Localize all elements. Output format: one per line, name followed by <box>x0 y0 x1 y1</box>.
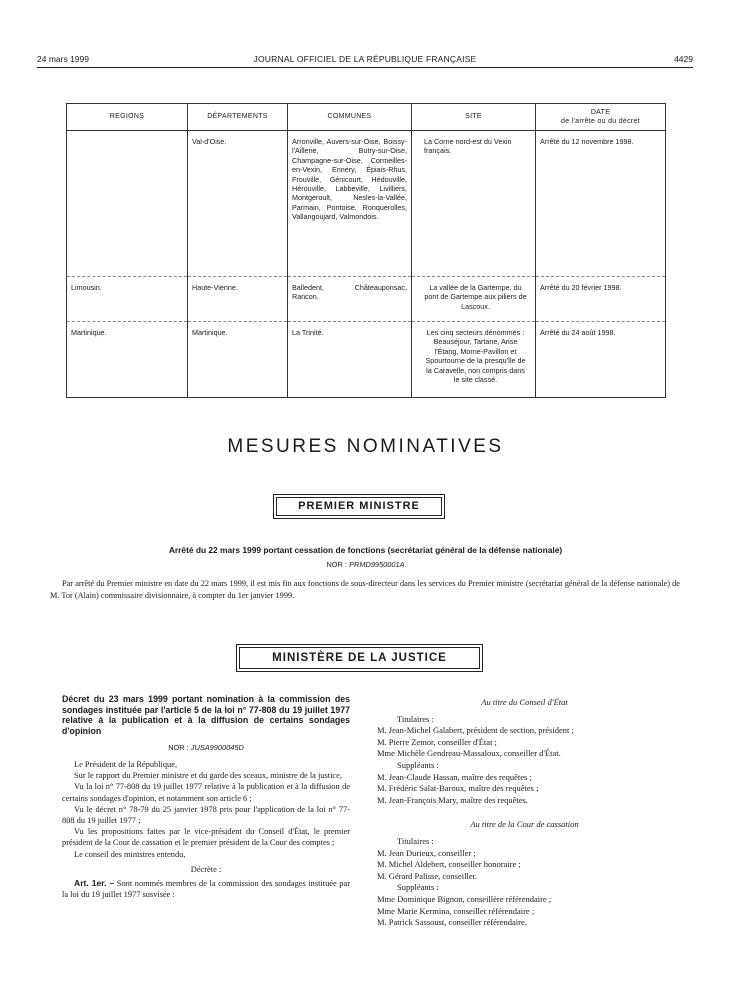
member-line: Mme Marie Kermina, conseiller référendaire ; <box>377 905 535 916</box>
member-line: M. Gérard Palisse, conseiller. <box>377 870 478 881</box>
col-header-date-line1: DATE <box>590 108 611 116</box>
member-line: M. Pierre Zemor, conseiller d'État ; <box>377 736 497 747</box>
cassation-title: Au titre de la Cour de cassation <box>470 819 579 830</box>
paragraph: Sur le rapport du Premier ministre et du garde des sceaux, ministre de la justice, <box>74 771 342 781</box>
col-header-departements: DÉPARTEMENTS <box>188 104 288 131</box>
nor-reference <box>62 743 350 752</box>
header-rule <box>37 67 693 68</box>
ministry-box-justice <box>236 644 483 672</box>
nor-value: PRMD9950001A <box>349 560 405 569</box>
conseil-suppleants-label: Suppléants : <box>397 759 439 770</box>
ministry-box-premier <box>273 494 445 519</box>
decret-column <box>62 694 350 900</box>
cell-region: Limousin. <box>67 277 188 322</box>
sites-table <box>66 103 666 398</box>
member-line: Mme Dominique Bignon, conseillère référendaire ; <box>377 893 552 904</box>
table-header-row <box>67 104 666 131</box>
cell-date: Arrêté du 12 novembre 1998. <box>536 131 666 277</box>
member-line: M. Michel Aldebert, conseiller honoraire ; <box>377 859 521 870</box>
col-header-date <box>536 104 666 131</box>
paragraph: Le Président de la République, <box>74 760 178 769</box>
member-line: M. Frédéric Salat-Baroux, maître des requêtes ; <box>377 783 539 794</box>
col-header-date-line2: de l'arrête ou du décret <box>561 118 640 125</box>
article-text: Sont nommés membres de la commission des sondages instituée par la loi du 19 juillet 1977 susvisée : <box>62 879 351 900</box>
paragraph: Vu la loi n° 77-808 du 19 juillet 1977 relative à la publication et à la diffusion de certains sondages d'opinion, et notamment son article 6 ; <box>62 782 350 803</box>
cell-region: Martinique. <box>67 322 188 398</box>
section-title: MESURES NOMINATIVES <box>227 436 504 457</box>
member-line: Mme Michèle Gendreau-Massaloux, conseiller d'État. <box>377 748 561 759</box>
cassation-titulaires-label: Titulaires : <box>397 835 434 846</box>
table-row <box>67 322 666 398</box>
nor-label: NOR : <box>326 560 347 569</box>
nor-label: NOR : <box>168 743 189 752</box>
page-number: 4429 <box>674 54 693 64</box>
page-header <box>37 54 693 66</box>
member-line: M. Jean Durieux, conseiller ; <box>377 847 476 858</box>
paragraph: Le conseil des ministres entendu, <box>74 849 186 859</box>
paragraph: Vu les propositions faites par le vice-président du Conseil d'État, le premier président de la Cour de cassation et le premier président de la Cour des comptes ; <box>62 827 350 848</box>
cell-site: La vallée de la Gartempe, du pont de Gartempe aux piliers de Lascoux. <box>412 277 536 322</box>
ministry-label: MINISTÈRE DE LA JUSTICE <box>239 647 480 669</box>
cell-date: Arrêté du 24 août 1998. <box>536 322 666 398</box>
cell-communes: Balledent, Châteauponsac, Rancon. <box>288 277 412 322</box>
members-column <box>377 697 672 929</box>
decrete-line: Décrète : <box>190 864 222 874</box>
nor-reference <box>40 560 691 569</box>
nor-value: JUSA9900045D <box>190 743 244 752</box>
cell-region <box>67 131 188 277</box>
arrete-body: Par arrêté du Premier ministre en date du 22 mars 1999, il est mis fin aux fonctions de sous-directeur dans les services du Premier ministre (secrétariat général de la défense nationale) de M. Tor (Alain) commissaire divisionnaire, à compter du 1er janvier 1999. <box>50 579 680 600</box>
cassation-suppleants-label: Suppléants : <box>397 882 439 893</box>
journal-title: JOURNAL OFFICIEL DE LA RÉPUBLIQUE FRANÇAISE <box>253 54 477 64</box>
cell-departement: Val-d'Oise. <box>188 131 288 277</box>
cell-departement: Martinique. <box>188 322 288 398</box>
cell-site: La Corne nord-est du Vexin français. <box>412 131 536 277</box>
member-line: M. Jean-Claude Hassan, maître des requêtes ; <box>377 771 532 782</box>
issue-date: 24 mars 1999 <box>37 54 89 64</box>
col-header-site: SITE <box>412 104 536 131</box>
cell-communes: La Trinité. <box>288 322 412 398</box>
paragraph: Vu le décret n° 78-79 du 25 janvier 1978 pris pour l'application de la loi n° 77-808 du 19 juillet 1977 ; <box>62 804 350 826</box>
member-line: M. Jean-François Mary, maître des requêtes. <box>377 794 528 805</box>
article-label: Art. 1er. – <box>74 878 115 889</box>
table-row <box>67 131 666 277</box>
cell-communes: Arronville, Auvers-sur-Oise, Boissy-l'Aillerie, Butry-sur-Oise, Champagne-sur-Oise, Cormeilles-en-Vexin, Ennery, Épiais-Rhus, Frouville, Génicourt, Hédouville, Hérouville, Labbeville, Livilliers, Montgeroult, Nesles-la-Vallée, Parmain, Pontoise, Ronquerolles, Vallangoujard, Valmondois. <box>288 131 412 277</box>
col-header-communes: COMMUNES <box>288 104 412 131</box>
conseil-titulaires-label: Titulaires : <box>397 713 434 724</box>
ministry-label: PREMIER MINISTRE <box>276 497 442 516</box>
conseil-title: Au titre du Conseil d'État <box>481 697 568 707</box>
decret-title: Décret du 23 mars 1999 portant nomination à la commission des sondages instituée par l'article 5 de la loi n° 77-808 du 19 juillet 1977 relative à la publication et à la diffusion de certains sondages d'opinion <box>62 694 350 736</box>
member-line: M. Jean-Michel Galabert, président de section, président ; <box>377 725 574 736</box>
member-line: M. Patrick Sassoust, conseiller référendaire. <box>377 917 527 928</box>
cell-site: Les cinq secteurs dénommés : Beauséjour, Tartane, Anse l'Étang, Morne-Pavillon et Spourtourne de la presqu'île de la Caravelle, non compris dans le site classé. <box>412 322 536 398</box>
col-header-regions: REGIONS <box>67 104 188 131</box>
table-row <box>67 277 666 322</box>
article-1 <box>62 878 350 900</box>
cell-departement: Haute-Vienne. <box>188 277 288 322</box>
cell-date: Arrêté du 20 février 1998. <box>536 277 666 322</box>
arrete-title: Arrêté du 22 mars 1999 portant cessation de fonctions (secrétariat général de la défense nationale) <box>168 545 563 555</box>
